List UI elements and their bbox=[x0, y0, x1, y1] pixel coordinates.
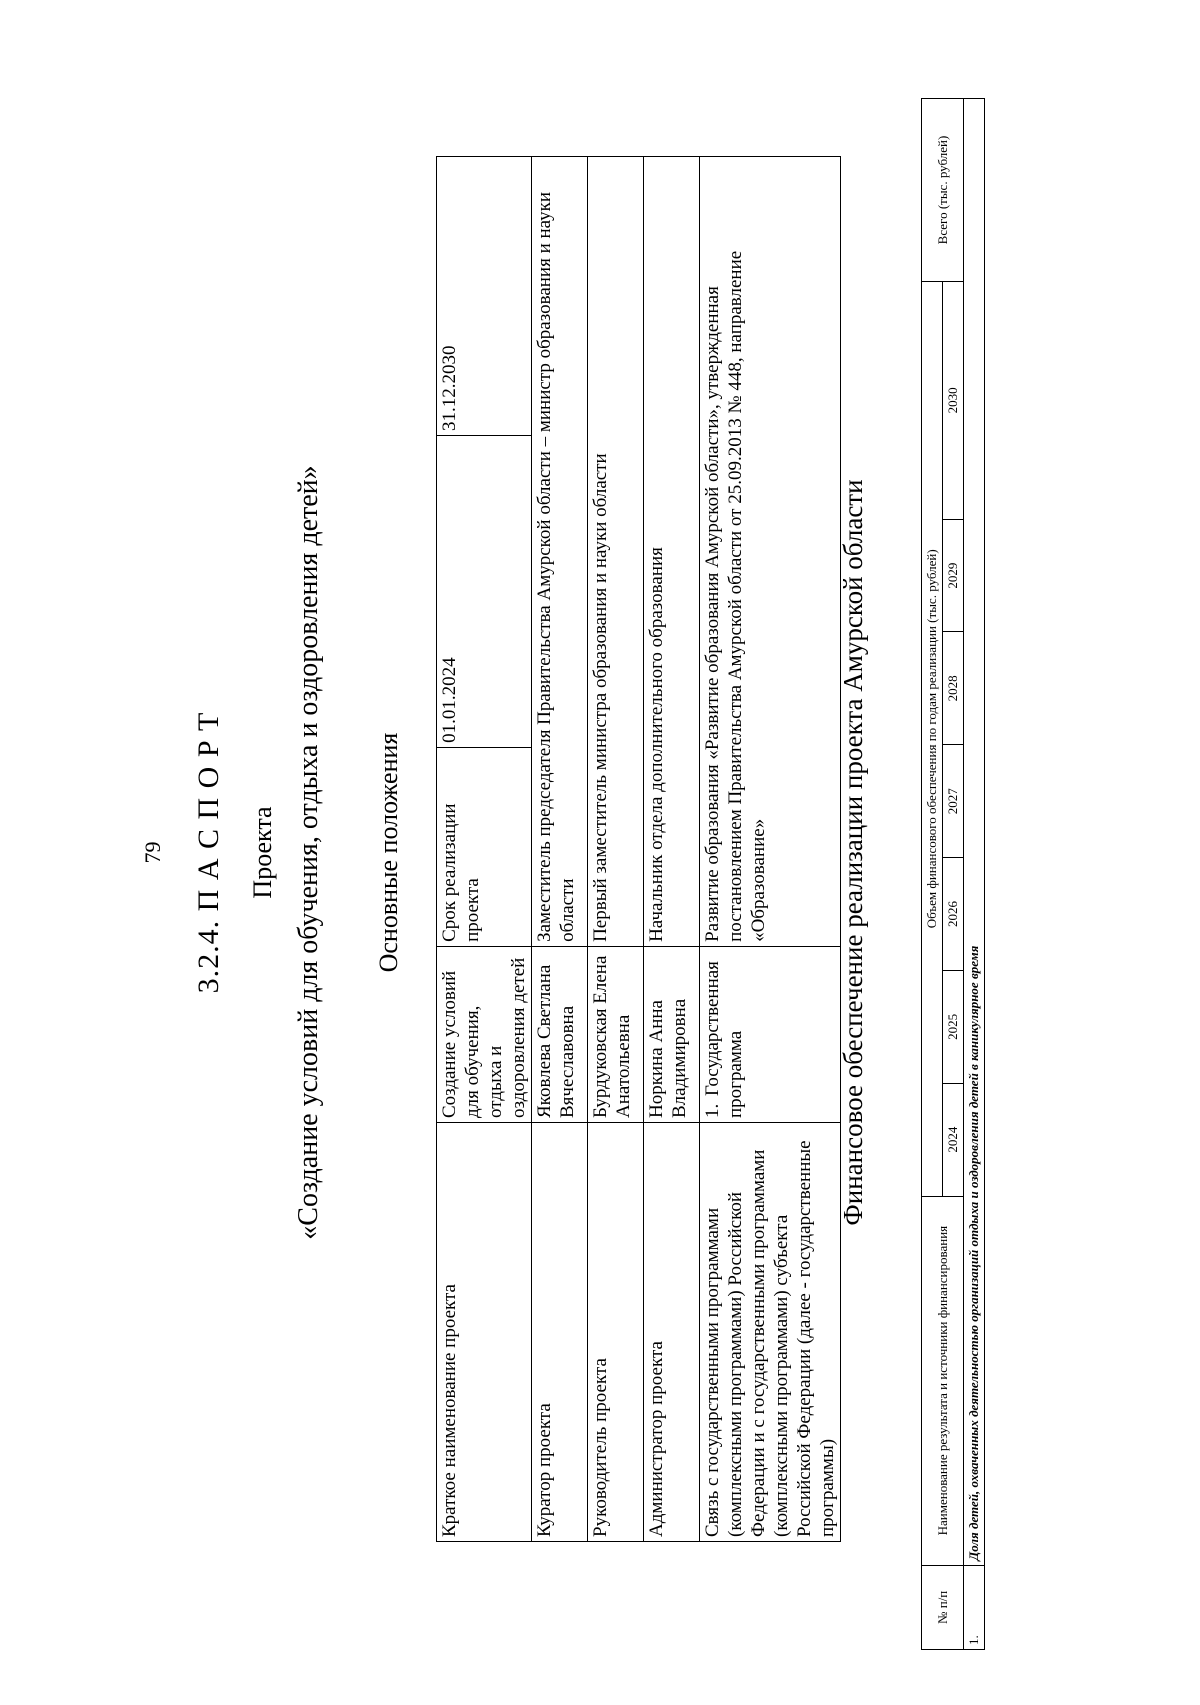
table-header-row bbox=[922, 99, 943, 1650]
passport-title: 3.2.4. П А С П О Р Т bbox=[192, 711, 225, 994]
project-label: Проекта bbox=[248, 806, 277, 899]
short-name-label: Краткое наименование проекта bbox=[437, 1123, 532, 1542]
year-header: 2027 bbox=[943, 745, 964, 858]
col-total-header: Всего (тыс. рублей) bbox=[922, 99, 964, 282]
short-name-value: Создание условий для обучения, отдыха и оздоровления детей bbox=[437, 946, 532, 1122]
curator-position: Заместитель председателя Правительства Амурской области – министр образования и науки области bbox=[532, 157, 588, 947]
table-row bbox=[644, 157, 700, 1542]
table-row bbox=[588, 157, 644, 1542]
link-label: Связь с государственными программами (комплексными программами) Российской Федерации и с государственными программами (комплексными программами) субъекта Российской Федерации (далее - государственные программы) bbox=[700, 1123, 841, 1542]
year-header: 2030 bbox=[943, 281, 964, 519]
year-header: 2026 bbox=[943, 858, 964, 971]
term-end: 31.12.2030 bbox=[437, 157, 532, 436]
year-header: 2025 bbox=[943, 970, 964, 1083]
head-position: Первый заместитель министра образования и науки области bbox=[588, 157, 644, 947]
curator-name: Яковлева Светлана Вячеславовна bbox=[532, 946, 588, 1122]
table-row bbox=[532, 157, 588, 1542]
link-type: Государственная программа bbox=[702, 961, 746, 1118]
row-text: Доля детей, охваченных деятельностью организаций отдыха и оздоровления детей в каникулярное время bbox=[964, 99, 985, 1566]
admin-label: Администратор проекта bbox=[644, 1123, 700, 1542]
section-basic-heading: Основные положения bbox=[374, 732, 403, 973]
curator-label: Куратор проекта bbox=[532, 1123, 588, 1542]
admin-name: Норкина Анна Владимировна bbox=[644, 946, 700, 1122]
table-row bbox=[700, 157, 841, 1542]
link-type-cell bbox=[700, 946, 841, 1122]
section-finance-heading: Финансовое обеспечение реализации проекта Амурской области bbox=[838, 479, 868, 1226]
year-header: 2024 bbox=[943, 1083, 964, 1196]
row-number: 1. bbox=[964, 1565, 985, 1649]
table-row bbox=[437, 157, 532, 1542]
page-number: 79 bbox=[140, 841, 165, 864]
year-header: 2028 bbox=[943, 632, 964, 745]
finance-table bbox=[921, 98, 985, 1650]
head-name: Бурдуковская Елена Анатольевна bbox=[588, 946, 644, 1122]
link-value: Развитие образования «Развитие образования Амурской области», утвержденная постановлением Правительства Амурской области от 25.09.2013 № 448, направление «Образование» bbox=[700, 157, 841, 947]
project-name: «Создание условий для обучения, отдыха и оздоровления детей» bbox=[293, 465, 324, 1240]
col-name-header: Наименование результата и источники финансирования bbox=[922, 1196, 964, 1565]
term-start: 01.01.2024 bbox=[437, 436, 532, 748]
year-header: 2029 bbox=[943, 519, 964, 632]
table-row bbox=[964, 99, 985, 1650]
link-number: 1. bbox=[702, 1103, 723, 1118]
basic-provisions-table bbox=[436, 156, 841, 1542]
col-num-header: № п/п bbox=[922, 1565, 964, 1649]
term-label: Срок реализации проекта bbox=[437, 747, 532, 946]
col-volume-header: Объем финансового обеспечения по годам реализации (тыс. рублей) bbox=[922, 281, 943, 1196]
admin-position: Начальник отдела дополнительного образования bbox=[644, 157, 700, 947]
head-label: Руководитель проекта bbox=[588, 1123, 644, 1542]
